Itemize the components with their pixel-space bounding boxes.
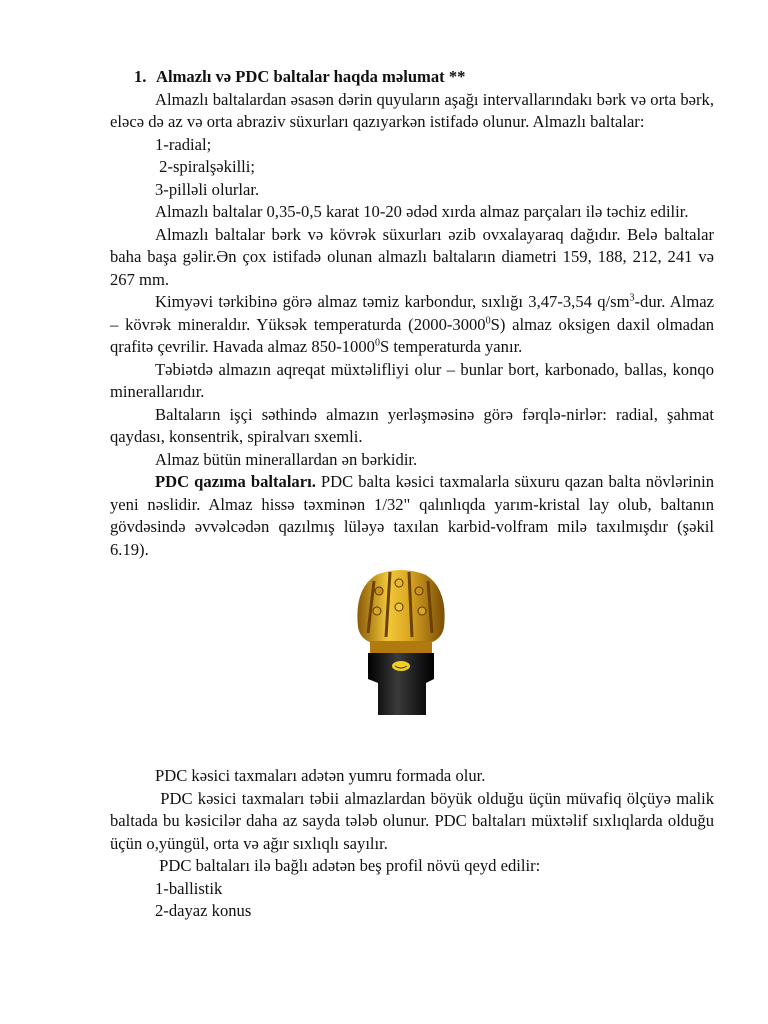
paragraph-placement: Baltaların işçi səthində almazın yerləşməsinə görə fərqlə-nirlər: radial, şahmat qaydası, konsentrik, spiralvarı sxemli.: [110, 404, 714, 446]
paragraph-density: PDC kəsici taxmaları təbii almazlardan böyük olduğu üçün müvafiq ölçüyə malik baltada bu kəsicilər daha az sayda tələb olunur. PDC baltaları müxtəlif sıxlıqlarda olduğu üçün o,yüngül, orta və ağır sıxlıqlı sayılır.: [110, 788, 723, 853]
section-heading: [134, 66, 714, 89]
superscript: 0: [374, 337, 380, 349]
paragraph-carat: Almazlı baltalar 0,35-0,5 karat 10-20 ədəd xırda almaz parçaları ilə təchiz edilir.: [155, 202, 689, 221]
section-number: 1.: [134, 67, 147, 86]
figure-6-19: [110, 567, 714, 737]
pdc-heading: PDC qazıma baltaları.: [155, 472, 316, 491]
text-segment: PDC balta kəsici taxmalarla süxuru qazan balta növlərinin yeni nəslidir. Almaz hissə təxminən 1/32" qalınlıqda yarım-kristal lay olub, baltanın gövdəsində əvvəlcədən qazılmış lüləyə taxılan karbid-volfram milə taxılmışdır (şəkil 6.19).: [110, 472, 714, 559]
list-item: 1-ballistik: [155, 878, 223, 898]
superscript: 3: [629, 292, 635, 304]
superscript: 0: [485, 314, 491, 326]
list-item: 2-spiralşəkilli;: [155, 157, 256, 176]
list-item: 1-radial;: [155, 134, 212, 154]
paragraph-pdc: [110, 471, 714, 561]
paragraph-varieties: Təbiətdə almazın aqreqat müxtəlifliyi olur – bunlar bort, karbonado, ballas, konqo minerallarıdır.: [110, 359, 714, 401]
section-title: Almazlı və PDC baltalar haqda məlumat **: [156, 67, 466, 86]
text-segment: S) almaz oksigen daxil olmadan qrafitə çevrilir. Havada almaz 850-1000: [110, 314, 714, 356]
paragraph-chemistry: [110, 291, 714, 359]
text-segment: Kimyəvi tərkibinə görə almaz təmiz karbondur, sıxlığı 3,47-3,54 q/sm: [155, 292, 630, 311]
paragraph-intro: Almazlı baltalardan əsasən dərin quyuların aşağı intervallarındakı bərk və orta bərk, eləcə də az və orta abraziv süxurları qazıyarkən istifadə olunur. Almazlı baltalar:: [110, 89, 714, 131]
text-segment: S temperaturda yanır.: [379, 337, 523, 356]
paragraph-shape: PDC kəsici taxmaları adətən yumru formada olur.: [155, 766, 486, 785]
document-page: [110, 66, 723, 923]
paragraph-hardness: Almaz bütün minerallardan ən bərkidir.: [155, 449, 418, 469]
paragraph-profiles: PDC baltaları ilə bağlı adətən beş profil növü qeyd edilir:: [155, 856, 541, 875]
pdc-drill-bit-image: [346, 567, 456, 717]
text-segment: -dur. Almaz – kövrək mineraldır. Yüksək temperaturda (2000-3000: [110, 292, 714, 334]
paragraph-diameter: Almazlı baltalar bərk və kövrək süxurları əzib ovxalayaraq dağıdır. Belə baltalar baha başa gəlir.Ən çox istifadə olunan almazlı baltaların diametri 159, 188, 212, 241 və 267 mm.: [110, 224, 714, 289]
list-item: 2-dayaz konus: [155, 901, 252, 920]
list-item: 3-pilləli olurlar.: [155, 179, 260, 199]
